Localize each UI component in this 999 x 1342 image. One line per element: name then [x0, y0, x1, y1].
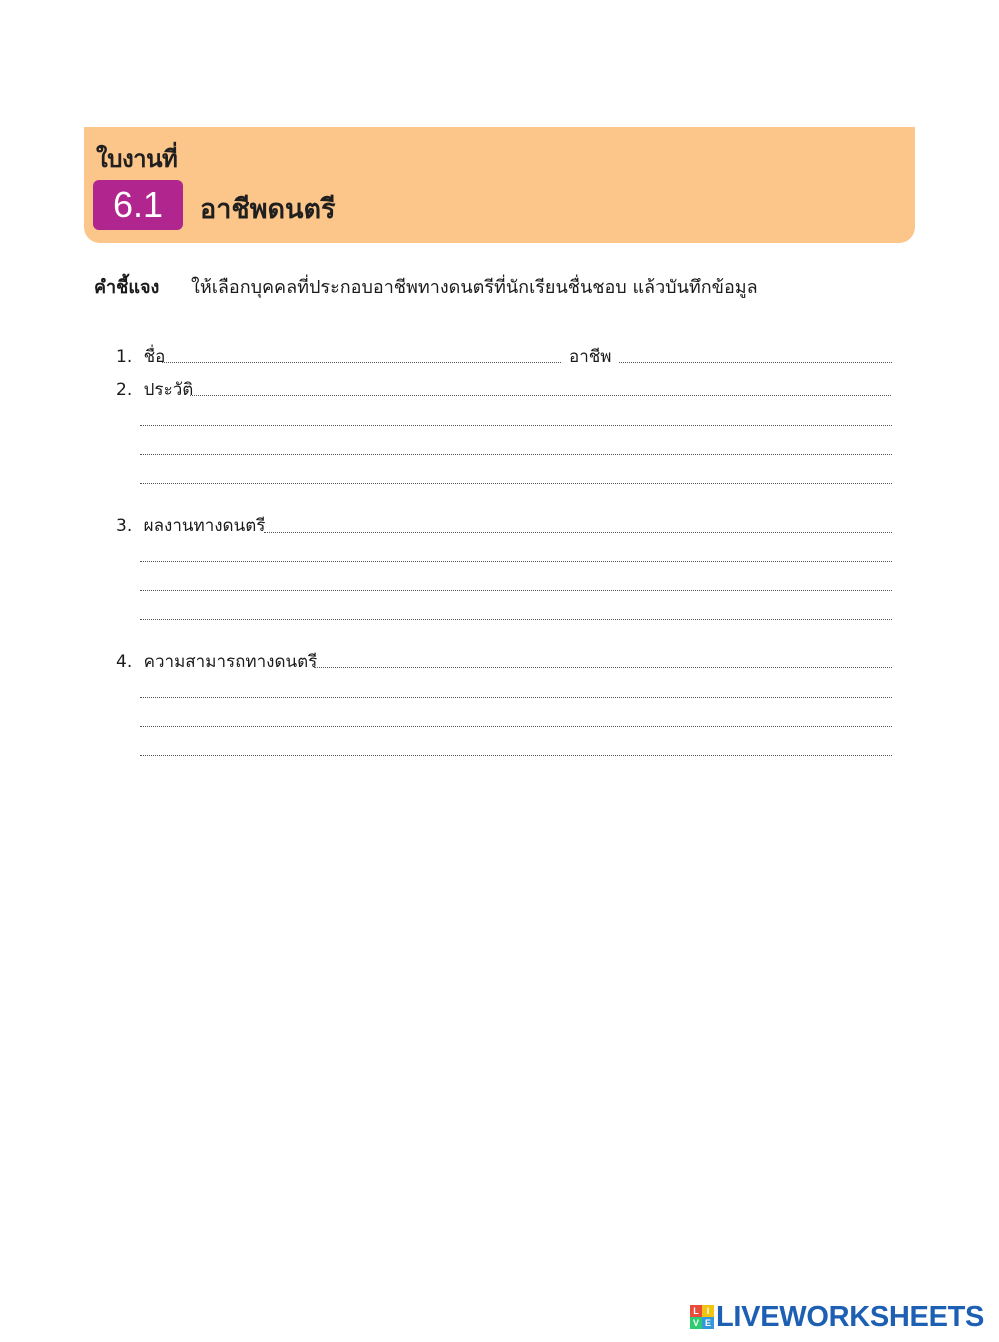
- question-number: 1.: [116, 347, 133, 367]
- instruction-text: ให้เลือกบุคคลที่ประกอบอาชีพทางดนตรีที่นักเรียนชื่นชอบ แล้วบันทึกข้อมูล: [191, 277, 758, 298]
- answer-line[interactable]: [314, 667, 892, 668]
- worksheet-title: อาชีพดนตรี: [200, 194, 336, 225]
- question-number: 2.: [116, 380, 133, 400]
- worksheet-number-badge: 6.1: [93, 180, 183, 230]
- answer-line[interactable]: [140, 726, 892, 727]
- logo-letter: E: [702, 1317, 714, 1329]
- logo-letter: I: [702, 1305, 714, 1317]
- question-label: ชื่อ: [143, 347, 166, 367]
- liveworksheets-brand[interactable]: [690, 1301, 984, 1333]
- liveworksheets-logo-icon: [690, 1305, 714, 1329]
- answer-line[interactable]: [140, 755, 892, 756]
- question-1: [116, 343, 165, 370]
- brand-name: LIVEWORKSHEETS: [716, 1300, 985, 1333]
- question-3: [116, 512, 265, 539]
- question-number: 3.: [116, 516, 133, 536]
- answer-line[interactable]: [140, 590, 892, 591]
- question-4: [116, 648, 317, 675]
- answer-line[interactable]: [140, 483, 892, 484]
- logo-letter: L: [690, 1305, 702, 1317]
- question-1-occupation-label: อาชีพ: [569, 347, 612, 367]
- logo-letter: V: [690, 1317, 702, 1329]
- answer-line[interactable]: [140, 425, 892, 426]
- answer-line[interactable]: [264, 532, 892, 533]
- answer-line[interactable]: [140, 697, 892, 698]
- question-label: ผลงานทางดนตรี: [143, 516, 266, 536]
- answer-line[interactable]: [140, 561, 892, 562]
- question-2: [116, 376, 193, 403]
- question-number: 4.: [116, 652, 133, 672]
- answer-line-name[interactable]: [162, 362, 561, 363]
- worksheet-kicker: ใบงานที่: [96, 145, 178, 173]
- answer-line[interactable]: [140, 619, 892, 620]
- question-label: ความสามารถทางดนตรี: [143, 652, 318, 672]
- answer-line-occupation[interactable]: [619, 362, 892, 363]
- instruction: [94, 272, 758, 301]
- instruction-label: คำชี้แจง: [94, 277, 160, 298]
- answer-line[interactable]: [140, 454, 892, 455]
- answer-line[interactable]: [190, 395, 891, 396]
- worksheet-header: [84, 127, 915, 243]
- question-label: ประวัติ: [143, 380, 194, 400]
